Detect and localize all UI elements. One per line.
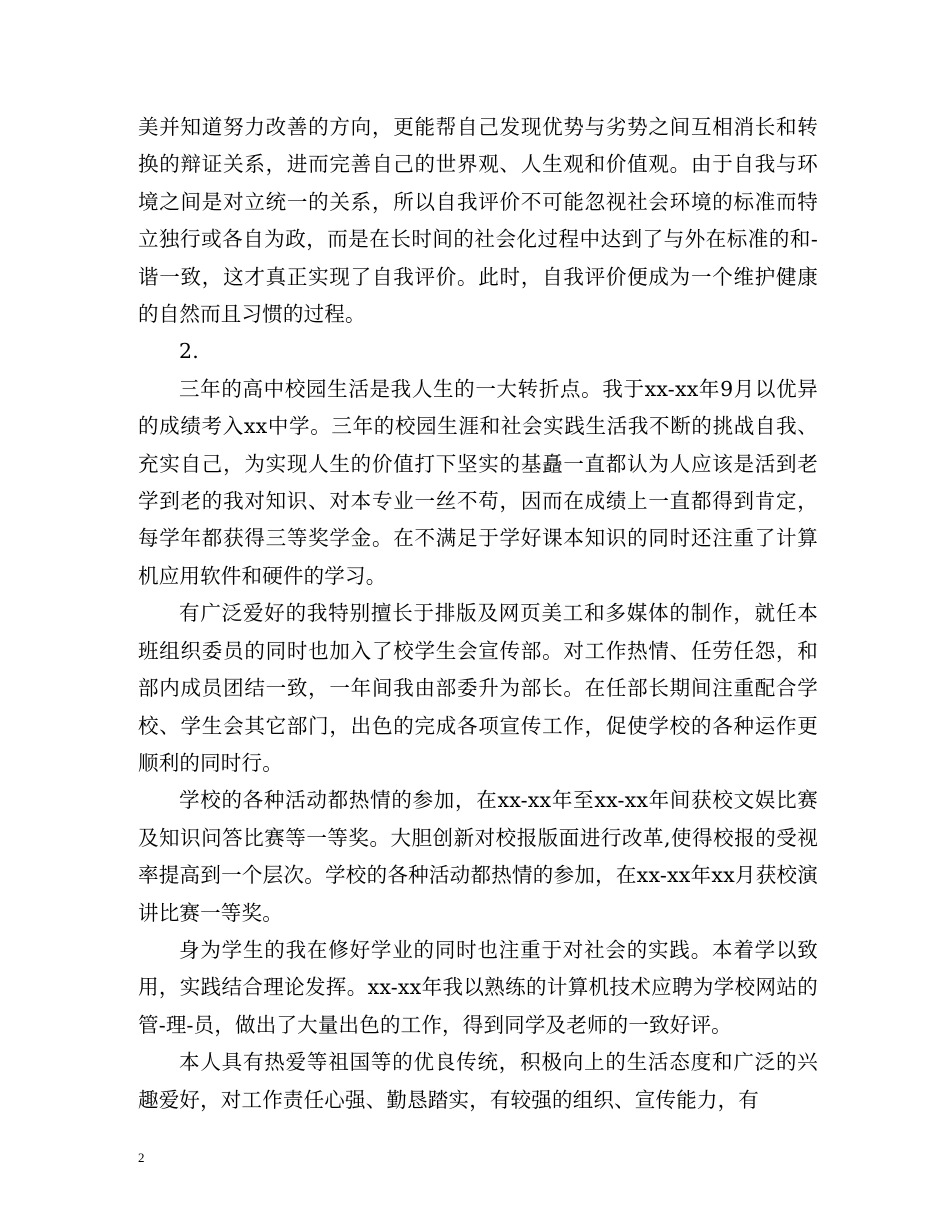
paragraph-publicity-department: 有广泛爱好的我特别擅长于排版及网页美工和多媒体的制作，就任本班组织委员的同时也加入了校学生会宣传部。对工作热情、任劳任怨，和部内成员团结一致，一年间我由部委升为部长。在任部长期间注重配合学校、学生会其它部门，出色的完成各项宣传工作，促使学校的各种运作更顺利的同时行。 bbox=[138, 601, 818, 775]
paragraph-social-practice: 身为学生的我在修好学业的同时也注重于对社会的实践。本着学以致用，实践结合理论发挥。xx-xx年我以熟练的计算机技术应聘为学校网站的管-理-员，做出了大量出色的工作，得到同学及老师的一致好评。 bbox=[138, 937, 818, 1037]
page-number: 2 bbox=[138, 1150, 145, 1165]
paragraph-continuation: 美并知道努力改善的方向，更能帮自己发现优势与劣势之间互相消长和转换的辩证关系，进而完善自己的世界观、人生观和价值观。由于自我与环境之间是对立统一的关系，所以自我评价不可能忽视社会环境的标准而特立独行或各自为政，而是在长时间的社会化过程中达到了与外在标准的和-谐一致，这才真正实现了自我评价。此时，自我评价便成为一个维护健康的自然而且习惯的过程。 bbox=[138, 115, 818, 327]
document-body bbox=[138, 109, 818, 1119]
paragraph-personal-qualities: 本人具有热爱等祖国等的优良传统，积极向上的生活态度和广泛的兴趣爱好，对工作责任心强、勤恳踏实，有较强的组织、宣传能力，有 bbox=[138, 1050, 818, 1112]
paragraph-section-number: 2. bbox=[179, 339, 199, 364]
paragraph-school-activities: 学校的各种活动都热情的参加，在xx-xx年至xx-xx年间获校文娱比赛及知识问答比赛等一等奖。大胆创新对校报版面进行改革,使得校报的受视率提高到一个层次。学校的各种活动都热情的参加，在xx-xx年xx月获校演讲比赛一等奖。 bbox=[138, 788, 818, 925]
paragraph-high-school-life: 三年的高中校园生活是我人生的一大转折点。我于xx-xx年9月以优异的成绩考入xx中学。三年的校园生涯和社会实践生活我不断的挑战自我、充实自己，为实现人生的价值打下坚实的基矗一直都认为人应该是活到老学到老的我对知识、对本专业一丝不苟，因而在成绩上一直都得到肯定，每学年都获得三等奖学金。在不满足于学好课本知识的同时还注重了计算机应用软件和硬件的学习。 bbox=[138, 376, 818, 588]
